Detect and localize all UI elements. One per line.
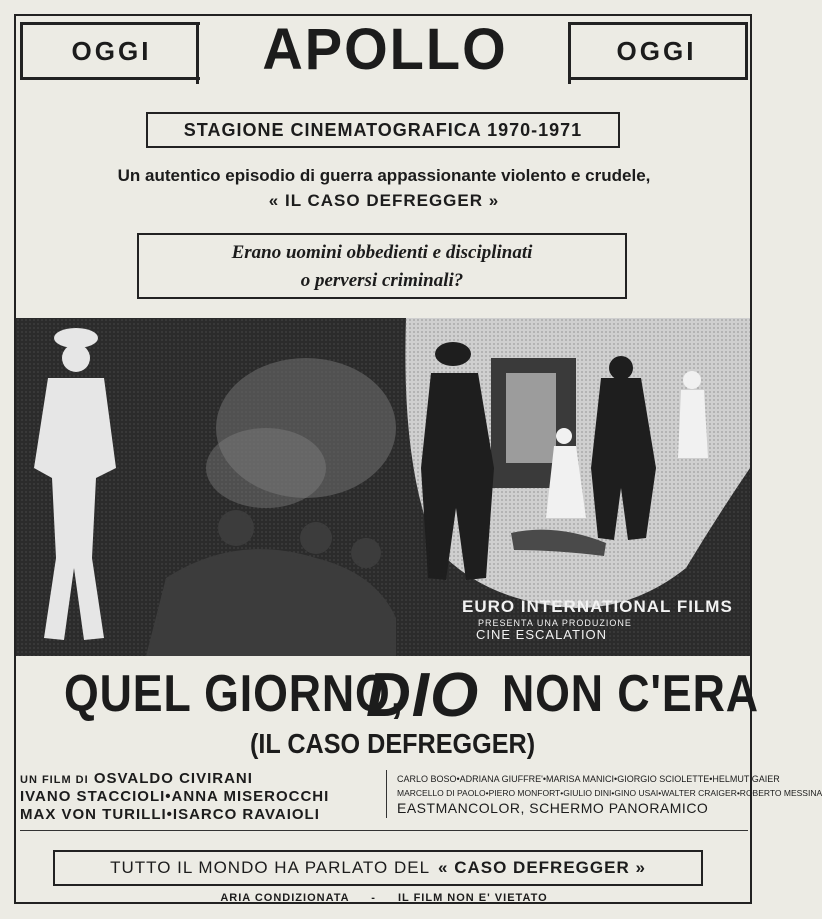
title-part3: NON C'ERA bbox=[502, 665, 759, 723]
divider-left bbox=[196, 22, 199, 84]
title-part1: QUEL GIORNO, bbox=[64, 665, 404, 723]
season-label: STAGIONE CINEMATOGRAFICA 1970-1971 bbox=[183, 119, 583, 140]
studio-production: CINE ESCALATION bbox=[476, 627, 608, 642]
studio-presents: PRESENTA UNA PRODUZIONE bbox=[478, 618, 632, 628]
question-line1: Erano uomini obbedienti e disciplinati bbox=[231, 242, 533, 263]
footer-line bbox=[20, 892, 748, 904]
tagline-line2: « IL CASO DEFREGGER » bbox=[268, 191, 500, 210]
slogan-box bbox=[53, 850, 703, 886]
tagline-line1: Un autentico episodio di guerra appassionante violento e crudele, bbox=[117, 166, 651, 185]
oggi-left-label: OGGI bbox=[71, 35, 152, 66]
footer-sep: - bbox=[371, 892, 376, 904]
cinema-name: APOLLO bbox=[262, 15, 508, 82]
season-box bbox=[146, 112, 620, 148]
credits-rule bbox=[20, 830, 748, 831]
footer-right: IL FILM NON E' VIETATO bbox=[397, 892, 548, 904]
format-line: EASTMANCOLOR, SCHERMO PANORAMICO bbox=[397, 800, 709, 816]
cast-left-2: MAX VON TURILLI•ISARCO RAVAIOLI bbox=[20, 806, 320, 823]
oggi-right-label: OGGI bbox=[616, 35, 697, 66]
film-subtitle: (IL CASO DEFREGGER) bbox=[250, 728, 536, 759]
footer-left: ARIA CONDIZIONATA bbox=[220, 892, 350, 904]
director-line bbox=[20, 770, 253, 787]
slogan-prefix: TUTTO IL MONDO HA PARLATO DEL bbox=[110, 858, 431, 877]
credits-divider bbox=[386, 770, 387, 818]
title-part2: DIO bbox=[366, 661, 480, 730]
cast-right-2: MARCELLO DI PAOLO•PIERO MONFORT•GIULIO DINI•GINO USAI•WALTER CRAIGER•ROBERTO MESSINA bbox=[397, 788, 822, 798]
question-line2: o perversi criminali? bbox=[300, 270, 464, 291]
studio-name: EURO INTERNATIONAL FILMS bbox=[462, 597, 733, 616]
cast-left-1: IVANO STACCIOLI•ANNA MISEROCCHI bbox=[20, 788, 330, 805]
slogan-highlight: « CASO DEFREGGER » bbox=[438, 858, 646, 877]
oggi-left bbox=[20, 22, 200, 80]
film-by-prefix: UN FILM DI bbox=[20, 774, 89, 786]
cast-right-1: CARLO BOSO•ADRIANA GIUFFRE'•MARISA MANICI•GIORGIO SCIOLETTE•HELMUT GAIER bbox=[397, 774, 780, 784]
film-title bbox=[64, 661, 759, 734]
oggi-right bbox=[568, 22, 748, 80]
director-name: OSVALDO CIVIRANI bbox=[93, 770, 253, 787]
question-box bbox=[137, 233, 627, 299]
